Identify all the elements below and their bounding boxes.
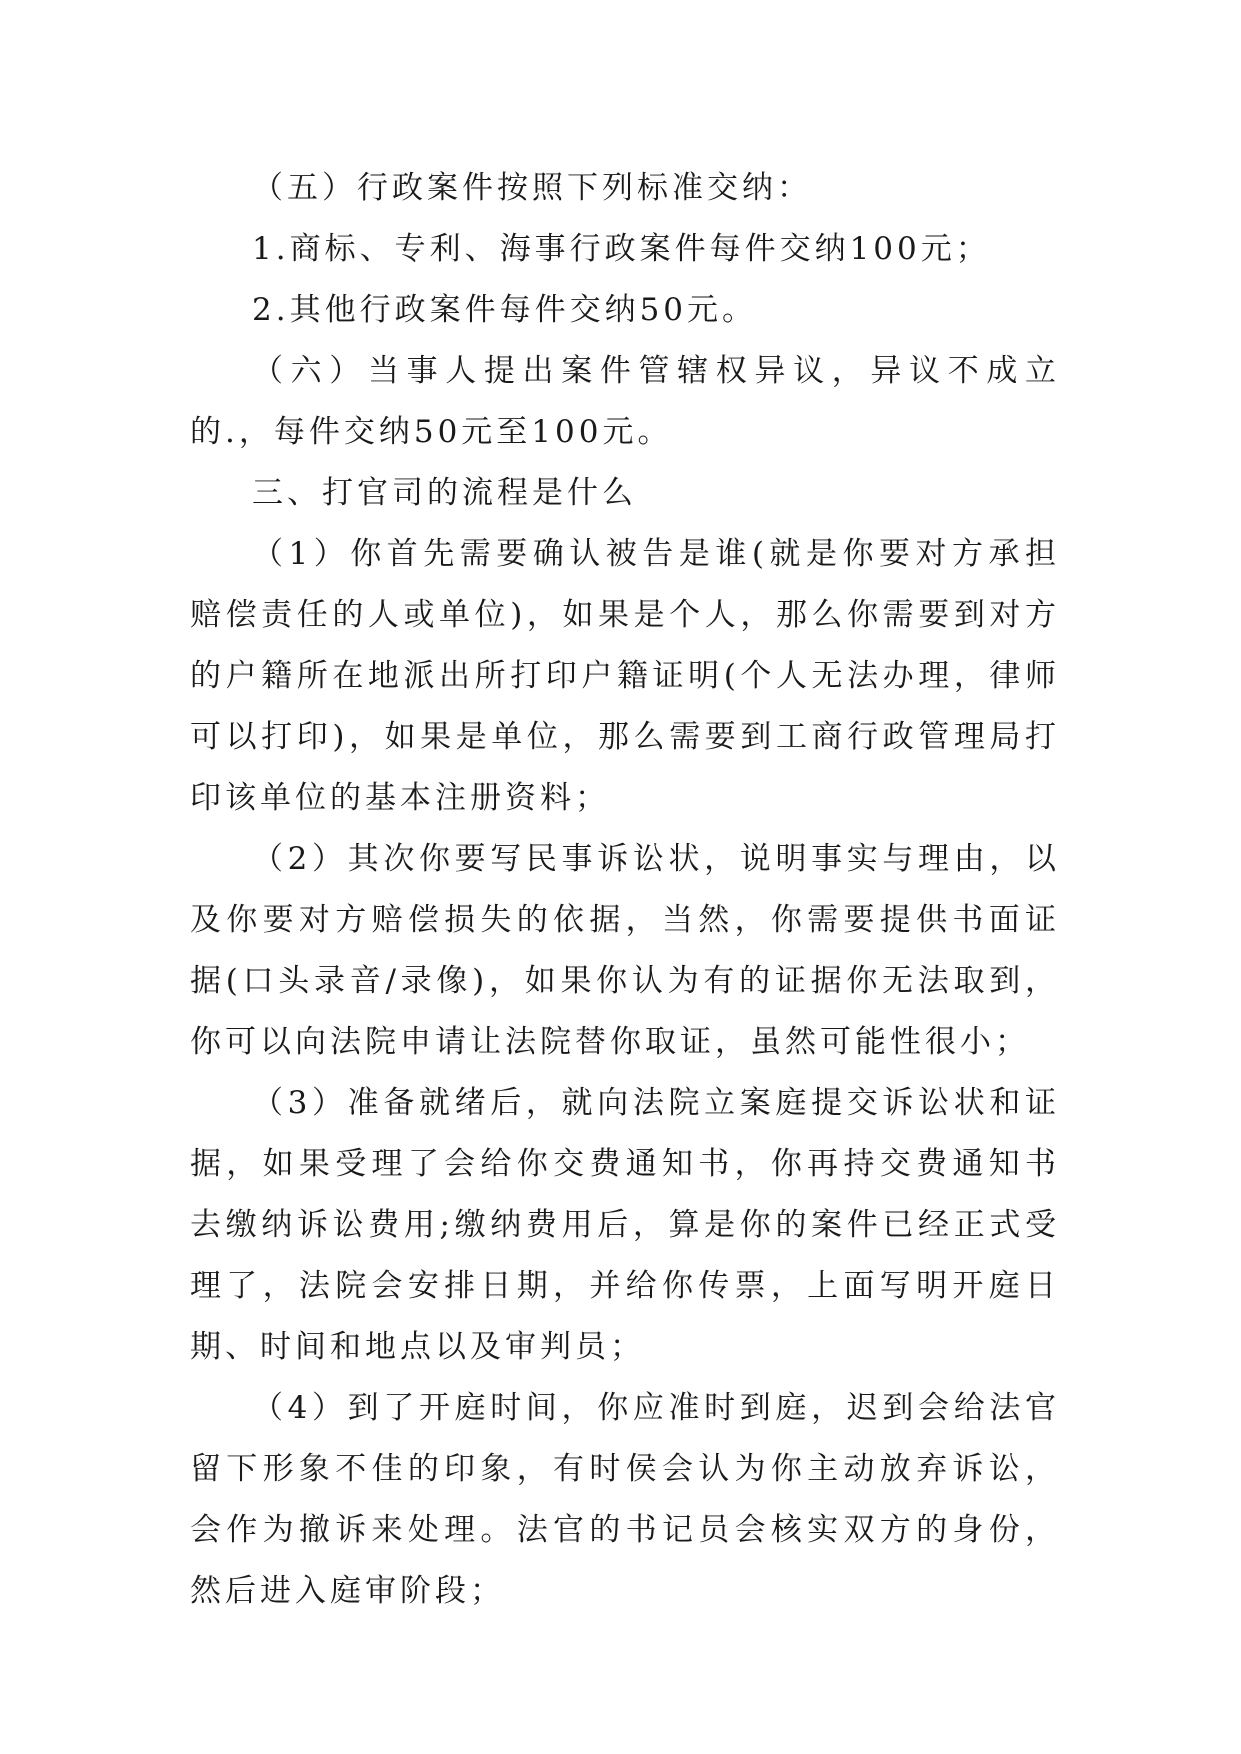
paragraph-step-2: （2）其次你要写民事诉讼状，说明事实与理由，以及你要对方赔偿损失的依据，当然，你需要提供书面证据(口头录音/录像)，如果你认为有的证据你无法取到，你可以向法院申请让法院替你取证，虽然可能性很小； (190, 841, 1060, 1060)
document-body (190, 158, 1060, 1622)
paragraph-step-1: （1）你首先需要确认被告是谁(就是你要对方承担赔偿责任的人或单位)，如果是个人，那么你需要到对方的户籍所在地派出所打印户籍证明(个人无法办理，律师可以打印)，如果是单位，那么需要到工商行政管理局打印该单位的基本注册资料； (190, 536, 1060, 816)
section-heading-litigation-process: 三、打官司的流程是什么 (252, 475, 637, 511)
paragraph-admin-fee-standard: （五）行政案件按照下列标准交纳： (252, 170, 812, 206)
paragraph-jurisdiction-objection-fee: （六）当事人提出案件管辖权异议，异议不成立的.，每件交纳50元至100元。 (190, 353, 1060, 450)
paragraph-step-4: （4）到了开庭时间，你应准时到庭，迟到会给法官留下形象不佳的印象，有时侯会认为你主动放弃诉讼，会作为撤诉来处理。法官的书记员会核实双方的身份，然后进入庭审阶段； (190, 1390, 1060, 1609)
paragraph-other-admin-fee: 2.其他行政案件每件交纳50元。 (252, 292, 758, 328)
paragraph-trademark-patent-fee: 1.商标、专利、海事行政案件每件交纳100元； (252, 231, 991, 267)
paragraph-step-3: （3）准备就绪后，就向法院立案庭提交诉讼状和证据，如果受理了会给你交费通知书，你再持交费通知书去缴纳诉讼费用;缴纳费用后，算是你的案件已经正式受理了，法院会安排日期，并给你传票，上面写明开庭日期、时间和地点以及审判员； (190, 1085, 1060, 1365)
